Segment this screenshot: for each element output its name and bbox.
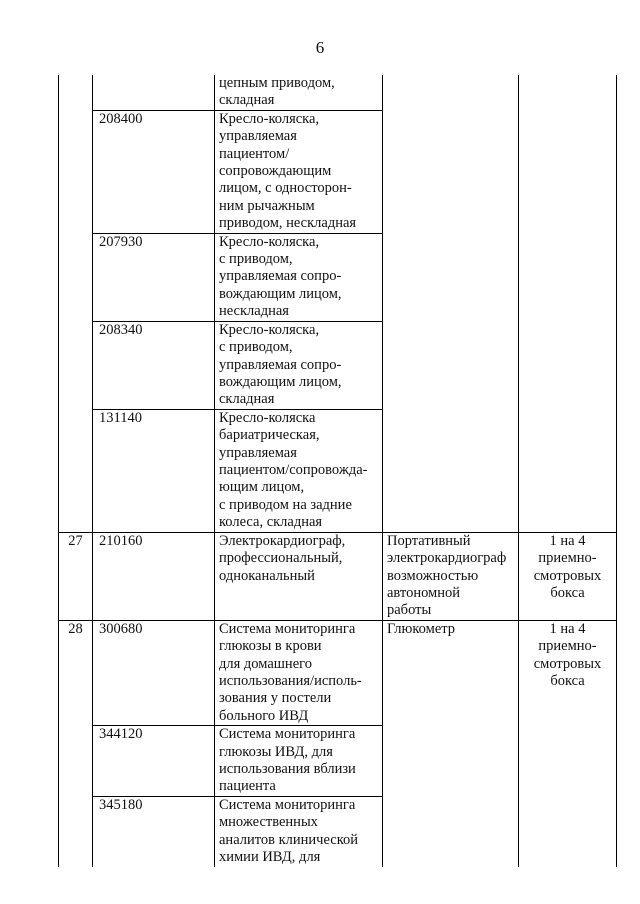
- text-line: глюкозы в крови: [219, 638, 322, 655]
- text-line: возможностью: [387, 567, 479, 584]
- text-line: колеса, складная: [219, 514, 323, 531]
- text-line: Кресло-коляска,: [219, 233, 320, 250]
- text-line: с приводом на задние: [219, 496, 352, 513]
- text-line: ним рычажным: [219, 197, 315, 214]
- page-number: 6: [315, 38, 325, 57]
- text-line: одноканальный: [219, 567, 315, 584]
- text-line: вождающим лицом,: [219, 285, 342, 302]
- text-line: Портативный: [387, 532, 471, 549]
- quantity-cell: [519, 620, 617, 867]
- code-cell: [93, 75, 215, 110]
- text-line: химии ИВД, для: [219, 849, 321, 866]
- text-line: ющим лицом,: [219, 479, 305, 496]
- code-cell: 208340: [93, 321, 215, 409]
- text-line: управляемая: [219, 444, 297, 461]
- text-line: приводом, нескладная: [219, 215, 357, 232]
- name-cell: [215, 409, 383, 532]
- code-cell: 300680: [93, 620, 215, 725]
- text-line: автономной: [387, 584, 460, 601]
- text-line: с приводом,: [219, 339, 293, 356]
- text-line: бокса: [550, 672, 585, 689]
- code-cell: 131140: [93, 409, 215, 532]
- text-line: профессиональный,: [219, 550, 343, 567]
- text-line: использования вблизи: [219, 761, 356, 777]
- text-line: смотровых: [533, 655, 602, 672]
- text-line: лицом, с односторон-: [219, 180, 352, 197]
- text-line: цепным приводом,: [219, 75, 335, 91]
- text-line: Кресло-коляска,: [219, 110, 320, 127]
- text-line: Система мониторинга: [219, 726, 356, 743]
- equipment-table-wrapper: [58, 75, 617, 867]
- code-cell: 208400: [93, 110, 215, 233]
- text-line: управляемая: [219, 128, 297, 145]
- code-cell: 207930: [93, 233, 215, 321]
- text-line: управляемая сопро-: [219, 356, 342, 373]
- text-line: управляемая сопро-: [219, 268, 342, 285]
- text-line: 1 на 4: [549, 620, 586, 637]
- text-line: бариатрическая,: [219, 427, 320, 444]
- table-row: [59, 620, 617, 725]
- text-line: для домашнего: [219, 655, 312, 672]
- row-number-cell: [59, 75, 93, 532]
- text-line: складная: [219, 391, 275, 408]
- text-line: с приводом,: [219, 251, 293, 268]
- device-cell: [383, 75, 519, 532]
- device-cell: [383, 620, 519, 867]
- text-line: вождающим лицом,: [219, 373, 342, 390]
- text-line: пациентом/: [219, 145, 290, 162]
- text-line: смотровых: [533, 567, 602, 584]
- table-row: [59, 75, 617, 110]
- text-line: бокса: [550, 584, 585, 601]
- name-cell: [215, 532, 383, 620]
- row-number-cell: 27: [59, 532, 93, 620]
- text-line: Система мониторинга: [219, 620, 356, 637]
- text-line: Электрокардиограф,: [219, 532, 346, 549]
- equipment-table-body: [59, 75, 617, 867]
- code-cell: 345180: [93, 796, 215, 867]
- text-line: приемно-: [538, 550, 597, 567]
- text-line: Кресло-коляска: [219, 409, 316, 426]
- table-row: [59, 532, 617, 620]
- text-line: множественных: [219, 814, 318, 831]
- text-line: аналитов клинической: [219, 831, 359, 848]
- text-line: Система мониторинга: [219, 796, 356, 813]
- text-line: складная: [219, 92, 275, 109]
- text-line: глюкозы ИВД, для: [219, 743, 333, 760]
- device-cell: [383, 532, 519, 620]
- name-cell: [215, 726, 383, 797]
- quantity-cell: [519, 75, 617, 532]
- text-line: пациентом/сопровожда-: [219, 461, 368, 478]
- text-line: использования/исполь-: [219, 672, 362, 689]
- equipment-table: [58, 75, 617, 867]
- name-cell: [215, 75, 383, 110]
- name-cell: [215, 321, 383, 409]
- text-line: нескладная: [219, 303, 289, 320]
- text-line: работы: [387, 602, 432, 619]
- text-line: зования у постели: [219, 690, 332, 707]
- text-line: приемно-: [538, 638, 597, 655]
- text-line: электрокардиограф: [387, 550, 507, 567]
- name-cell: [215, 620, 383, 725]
- text-line: больного ИВД: [219, 707, 309, 724]
- code-cell: 344120: [93, 726, 215, 797]
- text-line: пациента: [219, 778, 276, 795]
- code-cell: 210160: [93, 532, 215, 620]
- name-cell: [215, 796, 383, 867]
- quantity-cell: [519, 532, 617, 620]
- text-line: 1 на 4: [549, 532, 586, 549]
- name-cell: [215, 233, 383, 321]
- text-line: Глюкометр: [387, 620, 456, 637]
- name-cell: [215, 110, 383, 233]
- text-line: сопровождающим: [219, 163, 332, 180]
- row-number-cell: 28: [59, 620, 93, 867]
- text-line: Кресло-коляска,: [219, 321, 320, 338]
